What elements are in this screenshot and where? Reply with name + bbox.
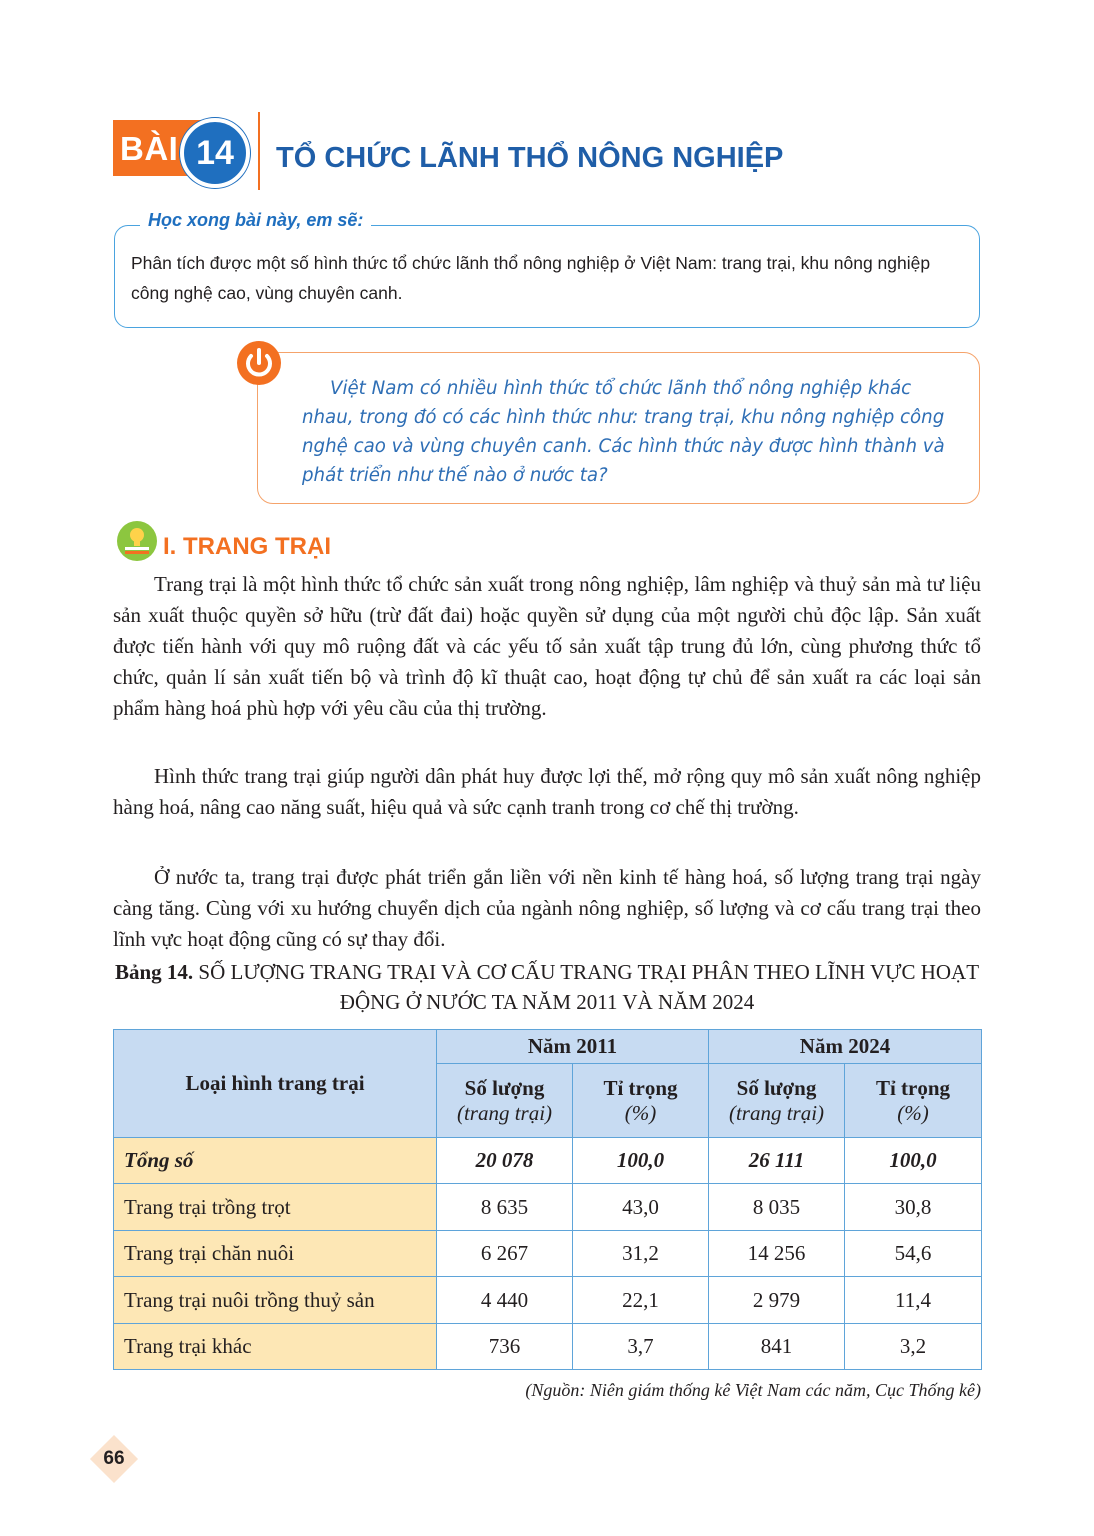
table-caption <box>113 957 981 1017</box>
farm-table <box>113 1029 982 1370</box>
table-row: Trang trại nuôi trồng thuỷ sản 4 440 22,1 2 979 11,4 <box>114 1277 982 1324</box>
header-farm-type: Loại hình trang trại <box>114 1030 437 1138</box>
table-row: Trang trại trồng trọt 8 635 43,0 8 035 30,8 <box>114 1184 982 1231</box>
objectives-text: Phân tích được một số hình thức tổ chức lãnh thổ nông nghiệp ở Việt Nam: trang trại, khu nông nghiệp công nghệ cao, vùng chuyên canh. <box>131 253 931 303</box>
header-count-2024: Số lượng (trang trại) <box>709 1064 845 1138</box>
lesson-title: TỔ CHỨC LÃNH THỔ NÔNG NGHIỆP <box>276 142 784 174</box>
lesson-badge-label: BÀI <box>120 130 179 167</box>
table-source: (Nguồn: Niên giám thống kê Việt Nam các năm, Cục Thống kê) <box>525 1380 981 1400</box>
table-caption-text: SỐ LƯỢNG TRANG TRẠI VÀ CƠ CẤU TRANG TRẠI PHÂN THEO LĨNH VỰC HOẠT ĐỘNG Ở NƯỚC TA NĂM 2011 VÀ NĂM 2024 <box>198 960 980 1014</box>
paragraph: Hình thức trang trại giúp người dân phát huy được lợi thế, mở rộng quy mô sản xuất nông nghiệp hàng hoá, nâng cao năng suất, hiệu quả và sức cạnh tranh trong cơ chế thị trường. <box>113 764 981 819</box>
table-row: Trang trại khác 736 3,7 841 3,2 <box>114 1324 982 1370</box>
section-title: I. TRANG TRẠI <box>163 533 331 560</box>
lightbulb-icon <box>116 520 158 562</box>
paragraph: Trang trại là một hình thức tổ chức sản xuất trong nông nghiệp, lâm nghiệp và thuỷ sản mà tư liệu sản xuất thuộc quyền sở hữu (trừ đất đai) hoặc quyền sử dụng của một người chủ độc lập. Sản xuất được tiến hành với quy mô ruộng đất và các yếu tố sản xuất tập trung đủ lớn, cùng phương thức tổ chức, quản lí sản xuất tiến bộ và trình độ kĩ thuật cao, hoạt động tự chủ để sản xuất ra các loại sản phẩm hàng hoá phù hợp với yêu cầu của thị trường. <box>113 572 981 720</box>
start-activity-text: Việt Nam có nhiều hình thức tổ chức lãnh thổ nông nghiệp khác nhau, trong đó có các hình thức như: trang trại, khu nông nghiệp công nghệ cao và vùng chuyên canh. Các hình thức này được hình thành và phát triển như thế nào ở nước ta? <box>302 378 945 486</box>
power-icon <box>236 340 282 386</box>
header-share-2024: Tỉ trọng (%) <box>845 1064 982 1138</box>
objectives-label: Học xong bài này, em sẽ: <box>140 210 371 231</box>
header-count-2011: Số lượng (trang trại) <box>437 1064 573 1138</box>
page-number: 66 <box>103 1448 125 1469</box>
table-row: Tổng số 20 078 100,0 26 111 100,0 <box>114 1138 982 1184</box>
table-caption-label: Bảng 14. <box>114 960 194 984</box>
lesson-number: 14 <box>180 118 250 188</box>
table-row: Trang trại chăn nuôi 6 267 31,2 14 256 54,6 <box>114 1231 982 1277</box>
header-share-2011: Tỉ trọng (%) <box>573 1064 709 1138</box>
paragraph: Ở nước ta, trang trại được phát triển gắn liền với nền kinh tế hàng hoá, số lượng trang trại ngày càng tăng. Cùng với xu hướng chuyển dịch của ngành nông nghiệp, số lượng và cơ cấu trang trại theo lĩnh vực hoạt động cũng có sự thay đổi. <box>113 865 981 951</box>
title-divider <box>258 112 260 190</box>
header-year-2024: Năm 2024 <box>709 1030 982 1064</box>
header-year-2011: Năm 2011 <box>437 1030 709 1064</box>
